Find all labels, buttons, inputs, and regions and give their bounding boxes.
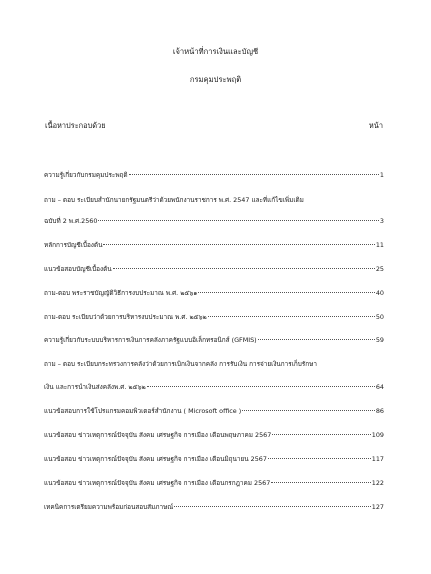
page-column-label: หน้า [368,121,383,130]
dot-leader [258,339,375,340]
toc-entry-page: 50 [375,313,384,321]
toc-entry-page: 1 [379,171,384,179]
toc-entry-page: 127 [371,503,384,511]
toc-entry [44,454,384,464]
toc-entry-page: 59 [375,336,384,344]
contents-label: เนื้อหาประกอบด้วย [45,121,106,130]
toc-entry-title: ฉบับที่ 2 พ.ศ.2560 [44,217,98,225]
dot-leader [272,434,370,435]
dot-leader [268,458,371,459]
toc-entry-title: ความรู้เกี่ยวกับระบบบริหารการเงินการคลังภาครัฐแบบอิเล็กทรอนิกส์ (GFMIS) [44,336,257,344]
dot-leader [113,268,375,269]
toc-entry [44,288,384,298]
toc-entry [44,478,384,488]
toc-entry-page: 122 [371,479,384,487]
dot-leader [198,292,375,293]
toc-entry-title: แนวข้อสอบการใช้โปรแกรมคอมพิวเตอร์สำนักงาน ( Microsoft office ) [44,407,242,415]
toc-entry [44,216,384,226]
toc-entry-title: ถาม-ตอบ ระเบียบว่าด้วยการบริหารงบประมาณ พ.ศ. ๒๕๖๒ [44,313,207,321]
dot-leader [129,174,379,175]
toc-entry-title: แนวข้อสอบ ข่าวเหตุการณ์ปัจจุบัน สังคม เศรษฐกิจ การเมือง เดือนพฤษภาคม 2567 [44,431,272,439]
document-subtitle: กรมคุมประพฤติ [189,75,242,84]
toc-entry [44,502,384,512]
toc-entry-title: ถาม – ตอบ ระเบียบสำนักนายกรัฐมนตรีว่าด้วยพนักงานราชการ พ.ศ. 2547 และที่แก้ไขเพิ่มเติม [44,196,304,204]
dot-leader [103,244,374,245]
toc-entry [44,382,384,392]
dot-leader [242,410,375,411]
toc-entry-title: หลักการบัญชีเบื้องต้น [44,241,103,249]
toc-entry-page: 25 [375,265,384,273]
toc-entry-title: แนวข้อสอบ ข่าวเหตุการณ์ปัจจุบัน สังคม เศรษฐกิจ การเมือง เดือนกรกฎาคม 2567 [44,479,271,487]
dot-leader [174,506,371,507]
toc-entry-title: แนวข้อสอบบัญชีเบื้องต้น [44,265,112,273]
toc-entry-page: 64 [375,383,384,391]
document-title: เจ้าหน้าที่การเงินและบัญชี [172,47,259,56]
toc-entry [44,335,384,345]
toc-entry-title: ถาม – ตอบ ระเบียบกระทรวงการคลังว่าด้วยการเบิกเงินจากคลัง การรับเงิน การจ่ายเงินการเก็บรักษา [44,360,317,368]
toc-entry [44,430,384,440]
toc-entry-page: 3 [379,217,384,225]
toc-entry [44,264,384,274]
toc-entry-title: แนวข้อสอบ ข่าวเหตุการณ์ปัจจุบัน สังคม เศรษฐกิจ การเมือง เดือนมิถุนายน 2567 [44,455,267,463]
toc-entry-title: ถาม-ตอบ พระราชบัญญัติวิธีการงบประมาณ พ.ศ. ๒๕๖๑ [44,289,198,297]
toc-entry [44,406,384,416]
dot-leader [147,386,375,387]
toc-entry-page: 11 [375,241,384,249]
toc-entry-title: เงิน และการนำเงินส่งคลังพ.ศ. ๒๕๖๒ [44,383,146,391]
dot-leader [98,220,379,221]
toc-entry-page: 86 [375,407,384,415]
dot-leader [208,316,375,317]
toc-entry-page: 117 [371,455,384,463]
toc-entry-title: เทคนิคการเตรียมความพร้อมก่อนสอบสัมภาษณ์ [44,503,174,511]
toc-entry [44,170,384,180]
toc-entry-title: ความรู้เกี่ยวกับกรมคุมประพฤติ [44,171,128,179]
toc-entry-page: 40 [375,289,384,297]
toc-entry [44,240,384,250]
toc-entry [44,312,384,322]
dot-leader [271,482,371,483]
toc-entry-page: 109 [371,431,384,439]
